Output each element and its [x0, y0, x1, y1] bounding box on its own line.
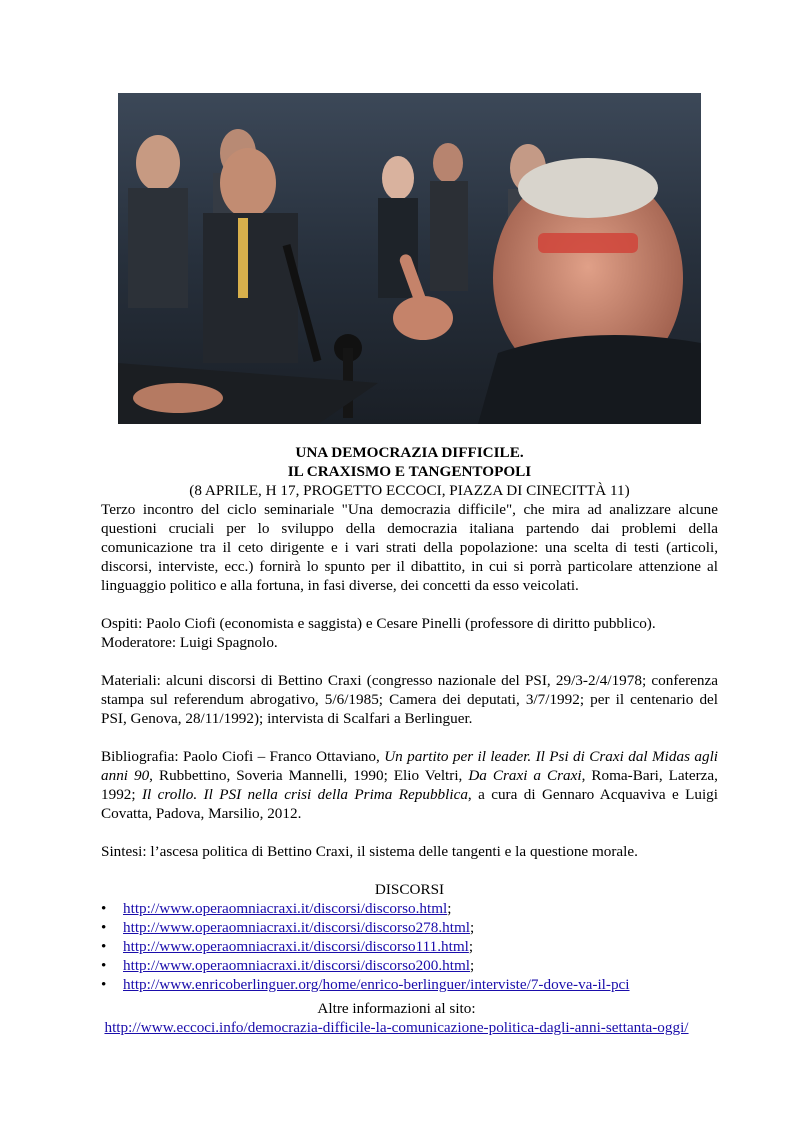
list-item: • http://www.operaomniacraxi.it/discorsi/discorso200.html;	[101, 957, 475, 974]
bullet-icon: •	[101, 919, 107, 936]
discorso111-link[interactable]: http://www.operaomniacraxi.it/discorsi/discorso111.html	[123, 938, 469, 955]
event-text	[101, 443, 718, 994]
bullet-icon: •	[101, 900, 107, 917]
bullet-icon: •	[101, 957, 107, 974]
bullet-icon: •	[101, 976, 107, 993]
more-info-link[interactable]: http://www.eccoci.info/democrazia-difficile-la-comunicazione-politica-dagli-anni-settanta-oggi/	[104, 1019, 689, 1036]
more-info	[60, 999, 733, 1037]
discorso278-link[interactable]: http://www.operaomniacraxi.it/discorsi/discorso278.html	[123, 919, 471, 936]
event-subtitle: (8 APRILE, H 17, PROGETTO ECCOCI, PIAZZA DI CINECITTÀ 11)	[189, 482, 630, 499]
list-item: • http://www.operaomniacraxi.it/discorsi/discorso111.html;	[101, 938, 474, 955]
list-item: • http://www.operaomniacraxi.it/discorsi/discorso.html;	[101, 900, 452, 917]
berlinguer-interview-link[interactable]: http://www.enricoberlinguer.org/home/enrico-berlinguer/interviste/7-dove-va-il-pci	[123, 976, 630, 993]
discorso200-link[interactable]: http://www.operaomniacraxi.it/discorsi/discorso200.html	[123, 957, 471, 974]
moderator-line: Moderatore: Luigi Spagnolo.	[101, 634, 278, 651]
list-item: • http://www.operaomniacraxi.it/discorsi/discorso278.html;	[101, 919, 475, 936]
synthesis-line: Sintesi: l’ascesa politica di Bettino Craxi, il sistema delle tangenti e la questione morale.	[101, 843, 638, 860]
guests-line: Ospiti: Paolo Ciofi (economista e saggista) e Cesare Pinelli (professore di diritto pubblico).	[101, 615, 656, 632]
materials-paragraph: Materiali: alcuni discorsi di Bettino Craxi (congresso nazionale del PSI, 29/3-2/4/1978; conferenza stampa sul referendum abrogativo, 5/6/1985; Camera dei deputati, 3/7/1992; per il centenario del PSI, Genova, 28/11/1992); intervista di Scalfari a Berlinguer.	[101, 672, 718, 727]
more-info-label: Altre informazioni al sito:	[317, 1000, 476, 1017]
discorso-link[interactable]: http://www.operaomniacraxi.it/discorsi/discorso.html	[123, 900, 448, 917]
discorsi-heading: DISCORSI	[374, 881, 445, 898]
bullet-icon: •	[101, 938, 107, 955]
bibliography-paragraph: Bibliografia: Paolo Ciofi – Franco Ottaviano, Un partito per il leader. Il Psi di Craxi dal Midas agli anni 90, Rubbettino, Soveria Mannelli, 1990; Elio Veltri, Da Craxi a Craxi, Roma-Bari, Laterza, 1992; Il crollo. Il PSI nella crisi della Prima Repubblica, a cura di Gennaro Acquaviva e Luigi Covatta, Padova, Marsilio, 2012.	[101, 748, 719, 822]
event-title-line2: IL CRAXISMO E TANGENTOPOLI	[287, 463, 532, 480]
discorsi-link-list	[101, 899, 718, 994]
intro-paragraph: Terzo incontro del ciclo seminariale "Una democrazia difficile", che mira ad analizzare alcune questioni cruciali per lo sviluppo della democrazia italiana partendo dai problemi della comunicazione tra il ceto dirigente e i vari strati della popolazione: una scelta di testi (articoli, discorsi, interviste, ecc.) fornirà lo spunto per il dibattito, in cui si porrà particolare attenzione al linguaggio politico e alla fortuna, in fasi diverse, dei concetti da esso veicolati.	[101, 501, 718, 594]
list-item	[101, 975, 718, 994]
event-title-line1: UNA DEMOCRAZIA DIFFICILE.	[295, 444, 524, 461]
press-conference-photo	[118, 93, 701, 424]
